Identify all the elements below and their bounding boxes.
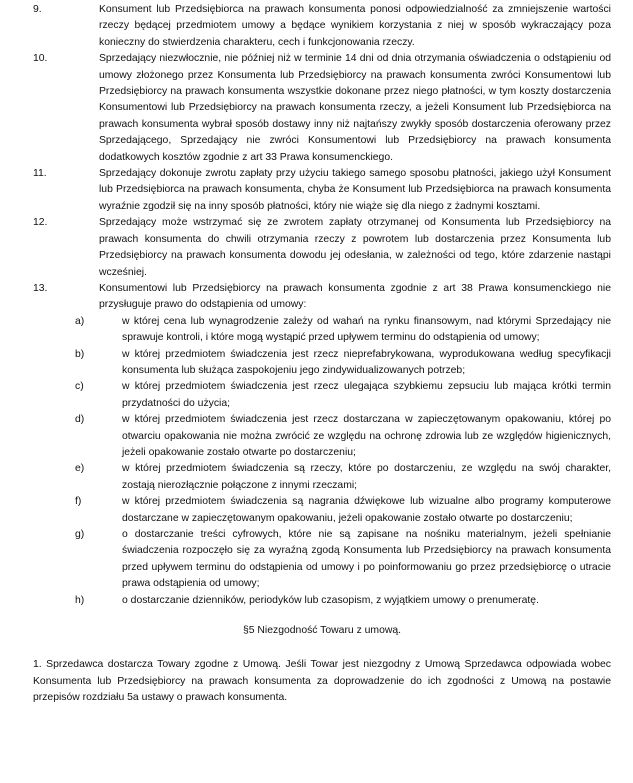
item-text: Sprzedający niezwłocznie, nie później niż w terminie 14 dni od dnia otrzymania oświadczenia o odstąpieniu od umowy złożonego przez Konsumenta lub Przedsiębiorcy na prawach konsumenta zwróci Konsumentowi lub Przedsiębiorcy na prawach konsumenta wszystkie dokonane przez niego płatności, w tym koszty dostarczenia Konsumentowi lub Przedsiębiorcy na prawach konsumenta rzeczy, a jeżeli Konsument lub Przedsiębiorca na prawach konsumenta wybrał sposób dostawy inny niż najtańszy zwykły sposób dostarczenia oferowany przez Sprzedającego, Sprzedający nie zwróci Konsumentowi lub Przedsiębiorcy na prawach konsumenta dodatkowych kosztów zgodnie z art 33 Prawa konsumenckiego. [99,53,611,163]
sub-item-label: e) [75,463,85,475]
item-text: Sprzedający dokonuje zwrotu zapłaty przy użyciu takiego samego sposobu płatności, jakiego użył Konsument lub Przedsiębiorca na prawach konsumenta, chyba że Konsument lub Przedsiębiorca na prawach konsumenta wyraźnie zgodził się na inny sposób płatności, który nie wiąże się dla niego z żadnymi kosztami. [99,168,611,212]
list-item-13 [33,281,611,314]
section-heading: §5 Niezgodność Towaru z umową. [242,625,402,637]
sub-item-a [75,314,611,347]
item-text: Konsumentowi lub Przedsiębiorcy na prawach konsumenta zgodnie z art 38 Prawa konsumenckiego nie przysługuje prawo do odstąpienia od umowy: [99,282,611,311]
sub-item-c [75,379,611,412]
item-number: 12. [33,217,48,229]
sub-item-text: w której przedmiotem świadczenia są nagrania dźwiękowe lub wizualne albo programy komputerowe dostarczane w zapieczętowanym opakowaniu, jeżeli opakowanie zostało otwarte po dostarczeniu; [122,496,611,524]
sub-item-text: o dostarczanie treści cyfrowych, które nie są zapisane na nośniku materialnym, jeżeli spełnianie świadczenia rozpoczęło się za wyraźną zgodą Konsumenta lub Przedsiębiorcy na prawach konsumenta przed upływem terminu do odstąpienia od umowy i po poinformowaniu go przez przedsiębiorcę o utracie prawa odstąpienia od umowy; [122,529,611,590]
section-paragraph: 1. Sprzedawca dostarcza Towary zgodne z Umową. Jeśli Towar jest niezgodny z Umową Sprzedawca odpowiada wobec Konsumenta lub Przedsiębiorcy na prawach konsumenta za doprowadzenie do ich zgodności z Umową na postawie przepisów rozdziału 5a ustawy o prawach konsumenta. [33,659,611,704]
item-number: 13. [33,282,48,294]
sub-item-g [75,527,611,593]
list-item-10 [33,51,611,166]
sub-item-text: w której przedmiotem świadczenia jest rzecz ulegająca szybkiemu zepsuciu lub mająca krótki termin przydatności do użycia; [122,381,611,409]
sub-item-text: w której cena lub wynagrodzenie zależy od wahań na rynku finansowym, nad którymi Sprzedający nie sprawuje kontroli, i które mogą wystąpić przed upływem terminu do odstąpienia od umowy; [122,315,611,344]
item-text: Sprzedający może wstrzymać się ze zwrotem zapłaty otrzymanej od Konsumenta lub Przedsiębiorcy na prawach konsumenta do chwili otrzymania rzeczy z powrotem lub dostarczenia przez Konsumenta lub Przedsiębiorcy na prawach konsumenta dowodu jej odesłania, w zależności od tego, które zdarzenie nastąpi wcześniej. [99,217,611,278]
list-item-11 [33,166,611,215]
item-number: 11. [33,168,47,180]
sub-item-label: h) [75,594,85,606]
item-number: 10. [33,53,48,65]
sub-item-label: g) [75,529,85,540]
sub-item-text: o dostarczanie dzienników, periodyków lub czasopism, z wyjątkiem umowy o prenumeratę. [122,594,539,606]
sub-item-text: w której przedmiotem świadczenia jest rzecz nieprefabrykowana, wyprodukowana według specyfikacji konsumenta lub służąca zaspokojeniu jego zindywidualizowanych potrzeb; [122,348,611,376]
sub-item-label: a) [75,315,85,327]
list-item-12 [33,215,611,281]
sub-item-label: d) [75,414,85,426]
sub-item-e [75,461,611,494]
document-page [0,2,633,783]
sub-item-label: f) [75,496,82,508]
sub-item-text: w której przedmiotem świadczenia jest rzecz dostarczana w zapieczętowanym opakowaniu, której po otwarciu opakowania nie można zwrócić ze względu na ochronę zdrowia lub ze względów higienicznych, jeżeli opakowanie zostało otwarte po dostarczeniu; [122,414,611,458]
sub-item-label: c) [75,381,84,393]
item-number: 9. [33,4,42,15]
sub-item-text: w której przedmiotem świadczenia są rzeczy, które po dostarczeniu, ze względu na swój charakter, zostają nierozłącznie połączone z innymi rzeczami; [122,463,611,491]
sub-item-label: b) [75,348,85,360]
sub-item-d [75,412,611,461]
sub-item-b [75,347,611,380]
list-item-9 [33,2,611,51]
sub-item-h [75,593,611,609]
item-text: Konsument lub Przedsiębiorca na prawach konsumenta ponosi odpowiedzialność za zmniejszenie wartości rzeczy będącej przedmiotem umowy a będące wynikiem korzystania z niej w sposób wykraczający poza konieczny do stwierdzenia charakteru, cech i funkcjonowania rzeczy. [99,4,611,48]
sub-item-f [75,494,611,527]
